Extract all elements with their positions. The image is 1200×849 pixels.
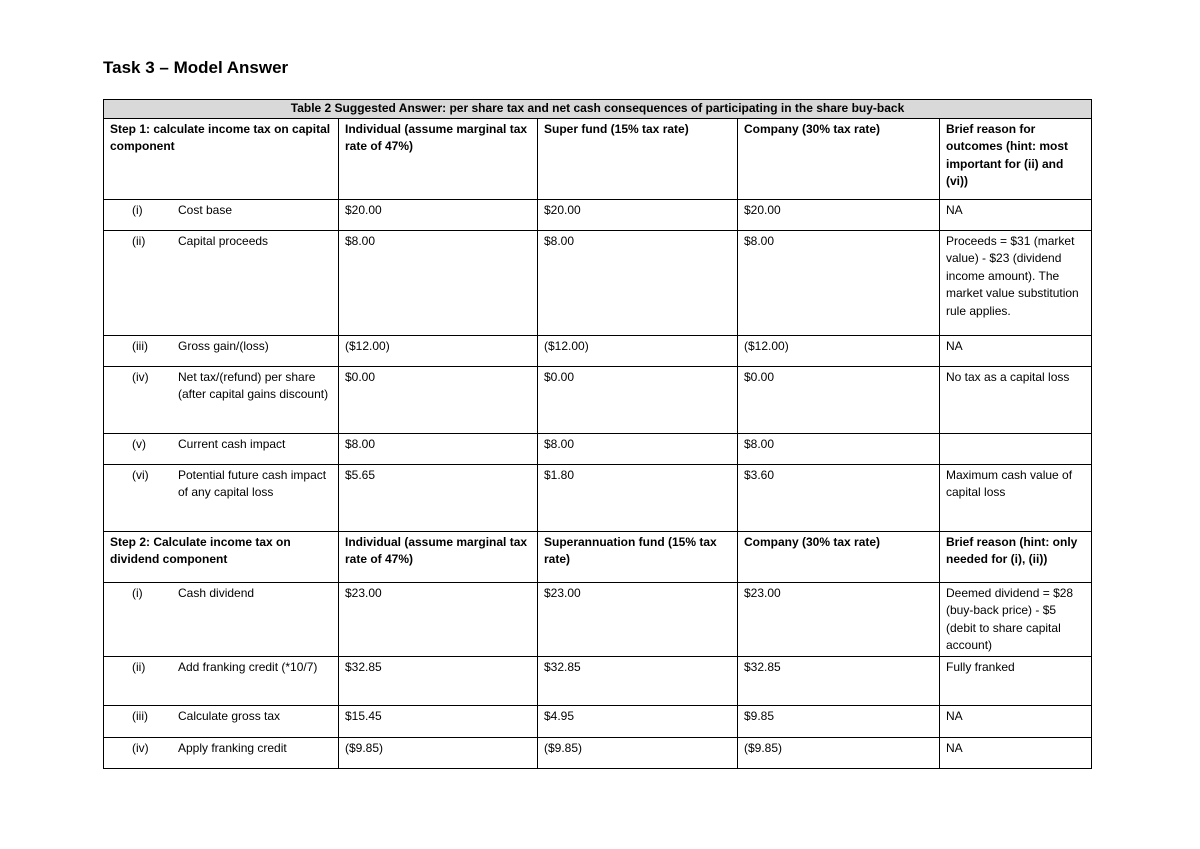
answer-table [103, 99, 1092, 769]
step2-header-row [104, 531, 1092, 582]
step1-header-cell: Company (30% tax rate) [738, 118, 940, 199]
table-row [104, 737, 1092, 768]
company-value: $0.00 [738, 366, 940, 433]
super-fund-value: $23.00 [538, 582, 738, 656]
company-value: $8.00 [738, 433, 940, 464]
step-item-cell [104, 433, 339, 464]
company-value: ($9.85) [738, 737, 940, 768]
step-item-cell [104, 230, 339, 335]
super-fund-value: $1.80 [538, 464, 738, 531]
step2-header-cell: Superannuation fund (15% tax rate) [538, 531, 738, 582]
table-caption-row [104, 100, 1092, 119]
step-number: (i) [132, 585, 143, 600]
step-item-cell [104, 335, 339, 366]
step-label: Potential future cash impact of any capital loss [178, 467, 327, 499]
table-row [104, 705, 1092, 737]
step-label: Net tax/(refund) per share (after capital gains discount) [178, 369, 329, 401]
reason-text: NA [940, 199, 1092, 230]
table-row [104, 582, 1092, 656]
step-number: (iii) [132, 708, 148, 723]
step-item-cell [104, 705, 339, 737]
company-value: ($12.00) [738, 335, 940, 366]
step-item-cell [104, 366, 339, 433]
step-label: Calculate gross tax [178, 708, 281, 723]
step1-header-cell: Brief reason for outcomes (hint: most important for (ii) and (vi)) [940, 118, 1092, 199]
company-value: $23.00 [738, 582, 940, 656]
reason-text [940, 433, 1092, 464]
company-value: $9.85 [738, 705, 940, 737]
step-item-cell [104, 464, 339, 531]
super-fund-value: ($9.85) [538, 737, 738, 768]
step-label: Apply franking credit [178, 740, 287, 755]
individual-value: $23.00 [339, 582, 538, 656]
individual-value: $8.00 [339, 433, 538, 464]
step2-header-cell: Company (30% tax rate) [738, 531, 940, 582]
super-fund-value: $8.00 [538, 230, 738, 335]
reason-text: Deemed dividend = $28 (buy-back price) - $5 (debit to share capital account) [940, 582, 1092, 656]
table-row [104, 199, 1092, 230]
company-value: $32.85 [738, 656, 940, 705]
reason-text: NA [940, 705, 1092, 737]
reason-text: No tax as a capital loss [940, 366, 1092, 433]
company-value: $3.60 [738, 464, 940, 531]
step-number: (v) [132, 436, 146, 451]
reason-text: NA [940, 737, 1092, 768]
step-item-cell [104, 656, 339, 705]
table-caption: Table 2 Suggested Answer: per share tax and net cash consequences of participating in the share buy-back [104, 100, 1092, 119]
reason-text: Fully franked [940, 656, 1092, 705]
step-label: Current cash impact [178, 436, 286, 451]
step-number: (ii) [132, 659, 146, 674]
step-number: (iv) [132, 740, 149, 755]
reason-text: NA [940, 335, 1092, 366]
super-fund-value: $8.00 [538, 433, 738, 464]
step-number: (i) [132, 202, 143, 217]
super-fund-value: $0.00 [538, 366, 738, 433]
step-item-cell [104, 199, 339, 230]
step-label: Add franking credit (*10/7) [178, 659, 318, 674]
table-row [104, 433, 1092, 464]
super-fund-value: $32.85 [538, 656, 738, 705]
page-title: Task 3 – Model Answer [103, 58, 289, 77]
step-label: Capital proceeds [178, 233, 269, 248]
step-number: (iv) [132, 369, 149, 384]
reason-text: Maximum cash value of capital loss [940, 464, 1092, 531]
individual-value: $32.85 [339, 656, 538, 705]
table-row [104, 366, 1092, 433]
step2-header-cell: Brief reason (hint: only needed for (i), (ii)) [940, 531, 1092, 582]
individual-value: $0.00 [339, 366, 538, 433]
table-row [104, 335, 1092, 366]
individual-value: ($9.85) [339, 737, 538, 768]
step-label: Gross gain/(loss) [178, 338, 269, 353]
step-item-cell [104, 737, 339, 768]
step2-header-cell: Step 2: Calculate income tax on dividend component [104, 531, 339, 582]
step1-header-row [104, 118, 1092, 199]
super-fund-value: $20.00 [538, 199, 738, 230]
individual-value: $15.45 [339, 705, 538, 737]
table-row [104, 656, 1092, 705]
reason-text: Proceeds = $31 (market value) - $23 (dividend income amount). The market value substitution rule applies. [940, 230, 1092, 335]
step-label: Cash dividend [178, 585, 255, 600]
step1-header-cell: Super fund (15% tax rate) [538, 118, 738, 199]
super-fund-value: ($12.00) [538, 335, 738, 366]
step-number: (ii) [132, 233, 146, 248]
individual-value: $8.00 [339, 230, 538, 335]
individual-value: $20.00 [339, 199, 538, 230]
individual-value: ($12.00) [339, 335, 538, 366]
step-label: Cost base [178, 202, 233, 217]
company-value: $20.00 [738, 199, 940, 230]
company-value: $8.00 [738, 230, 940, 335]
individual-value: $5.65 [339, 464, 538, 531]
step2-header-cell: Individual (assume marginal tax rate of 47%) [339, 531, 538, 582]
super-fund-value: $4.95 [538, 705, 738, 737]
step-number: (vi) [132, 467, 149, 482]
step1-header-cell: Individual (assume marginal tax rate of 47%) [339, 118, 538, 199]
step-item-cell [104, 582, 339, 656]
step-number: (iii) [132, 338, 148, 353]
table-row [104, 464, 1092, 531]
table-row [104, 230, 1092, 335]
step1-header-cell: Step 1: calculate income tax on capital component [104, 118, 339, 199]
